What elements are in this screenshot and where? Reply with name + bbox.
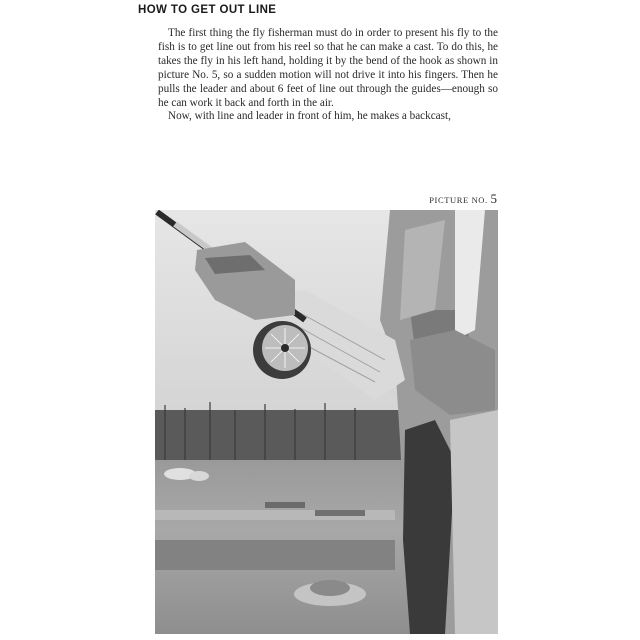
figure-caption [429,191,497,207]
body-text [158,27,498,124]
fishing-photo [155,210,498,634]
caption-number: 5 [490,191,497,206]
paragraph-1: The first thing the fly fisherman must do in order to present his fly to the fish is to get line out from his reel so that he can make a cast. To do this, he takes the fly in his left hand, holding it by the bend of the hook as shown in picture No. 5, so a sudden motion will not drive it into his fingers. Then he pulls the leader and about 6 feet of line out through the guides—enough so he can work it back and forth in the air. [158,27,498,109]
caption-label: PICTURE NO. [429,195,488,205]
section-heading: HOW TO GET OUT LINE [138,4,277,16]
paragraph-2: Now, with line and leader in front of him, he makes a backcast, [168,110,451,123]
